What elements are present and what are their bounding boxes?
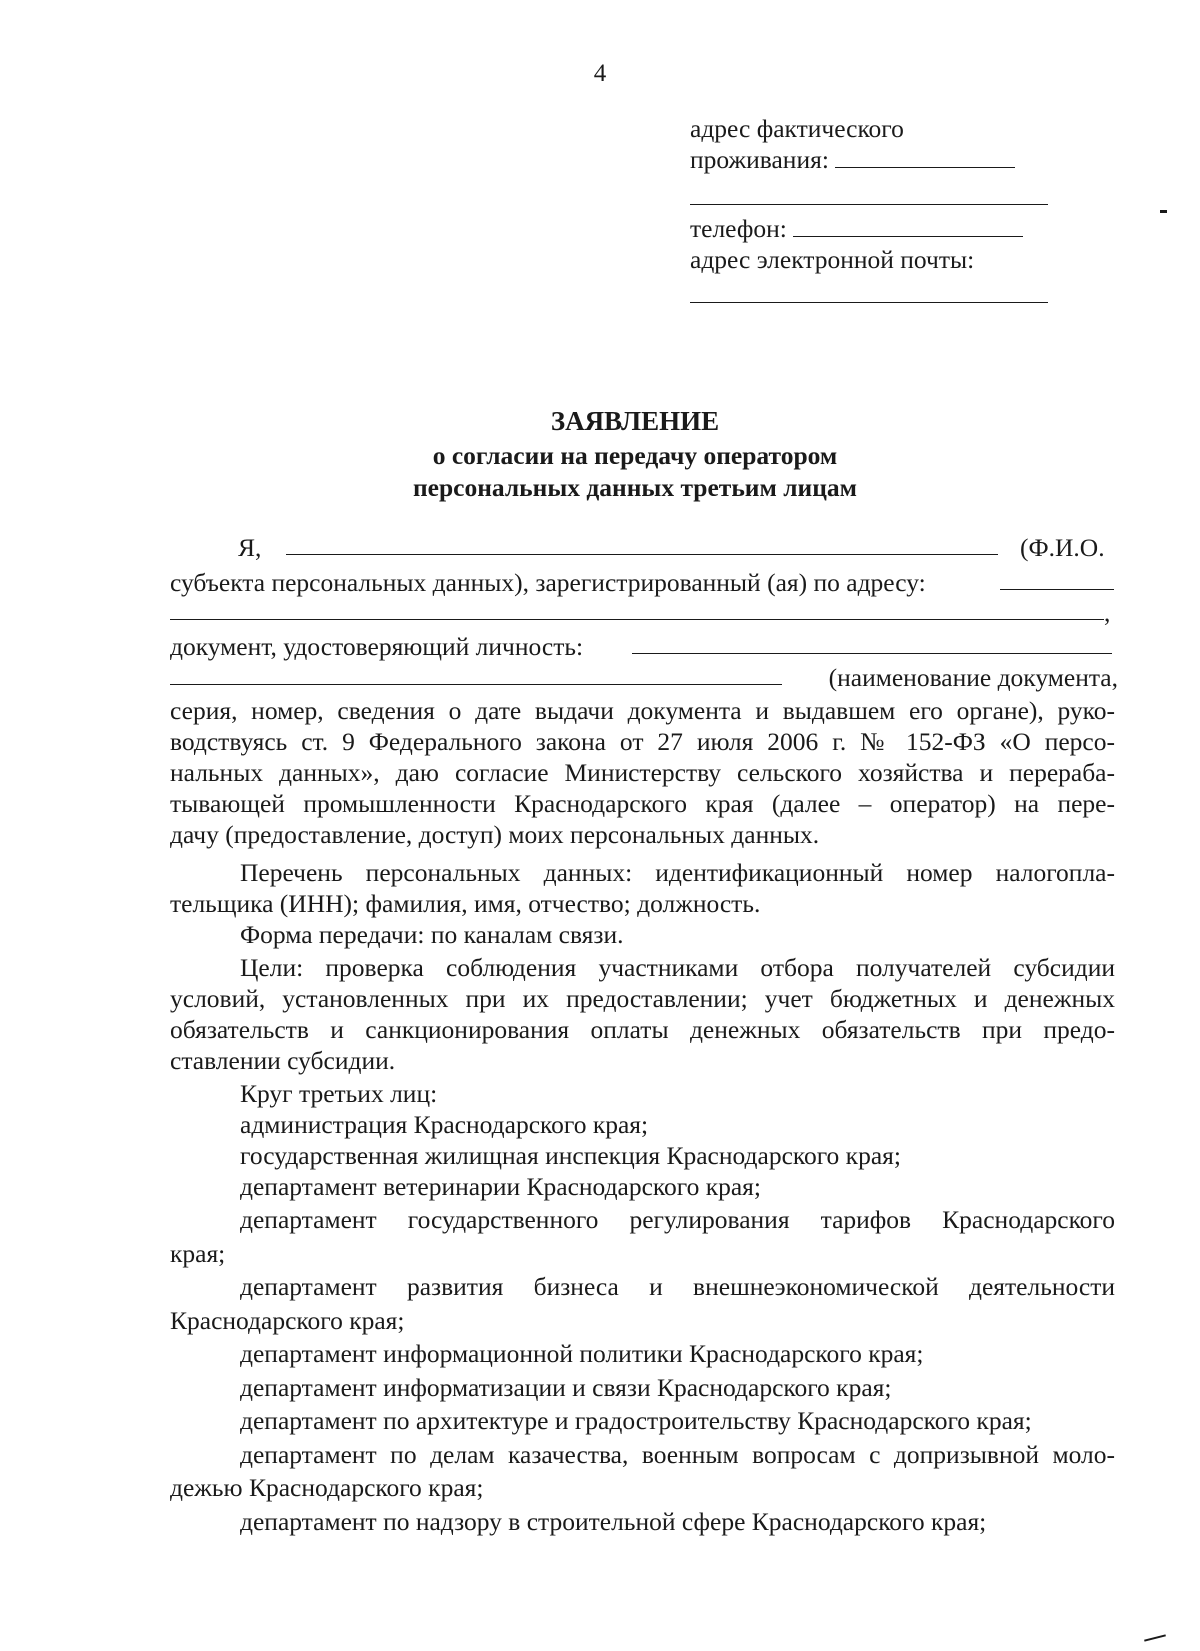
residence-label: проживания: bbox=[690, 145, 829, 174]
third-party-9a: департамент по делам казачества, военным вопросам с допризывной моло- bbox=[240, 1440, 1115, 1469]
third-parties-heading: Круг третьих лиц: bbox=[240, 1079, 438, 1108]
transfer-form-line: Форма передачи: по каналам связи. bbox=[240, 920, 624, 949]
third-party-9b: дежью Краснодарского края; bbox=[170, 1473, 484, 1502]
residence-blank bbox=[835, 147, 1015, 168]
third-party-3: департамент ветеринарии Краснодарского края; bbox=[240, 1172, 761, 1201]
third-party-4a: департамент государственного регулирования тарифов Краснодарского bbox=[240, 1205, 1115, 1234]
data-list-line-2: тельщика (ИНН); фамилия, имя, отчество; должность. bbox=[170, 889, 761, 918]
address-continuation-blank bbox=[170, 619, 1104, 620]
actual-address-label: адрес фактического bbox=[690, 114, 904, 143]
goals-line-2: условий, установленных при их предоставлении; учет бюджетных и денежных bbox=[170, 984, 1115, 1013]
actual-address-field bbox=[690, 144, 1050, 175]
third-party-1: администрация Краснодарского края; bbox=[240, 1110, 649, 1139]
third-party-5b: Краснодарского края; bbox=[170, 1306, 405, 1335]
fio-blank-line bbox=[286, 554, 998, 555]
phone-blank bbox=[793, 216, 1023, 237]
third-party-4b: края; bbox=[170, 1239, 226, 1268]
third-party-2: государственная жилищная инспекция Краснодарского края; bbox=[240, 1141, 901, 1170]
document-subtitle-1: о согласии на передачу оператором bbox=[432, 441, 838, 470]
fio-label: (Ф.И.О. bbox=[1020, 533, 1105, 562]
identity-document-blank bbox=[632, 653, 1112, 654]
subject-line: субъекта персональных данных), зарегистрированный (ая) по адресу: bbox=[170, 568, 926, 597]
body-line-4: тывающей промышленности Краснодарского края (далее – оператор) на пере- bbox=[170, 789, 1115, 818]
body-line-2: водствуясь ст. 9 Федерального закона от 27 июля 2006 г. № 152-ФЗ «О персо- bbox=[170, 727, 1115, 756]
body-line-1: серия, номер, сведения о дате выдачи документа и выдавшем его органе), руко- bbox=[170, 696, 1115, 725]
document-line: документ, удостоверяющий личность: bbox=[170, 632, 584, 661]
goals-line-4: ставлении субсидии. bbox=[170, 1046, 396, 1075]
comma-mark: , bbox=[1104, 598, 1111, 627]
page-number: 4 bbox=[593, 60, 607, 87]
email-blank-line bbox=[690, 302, 1048, 303]
third-party-7: департамент информатизации и связи Краснодарского края; bbox=[240, 1373, 892, 1402]
email-label: адрес электронной почты: bbox=[690, 245, 975, 274]
document-subtitle-2: персональных данных третьим лицам bbox=[412, 473, 858, 502]
ya-label: Я, bbox=[238, 533, 262, 562]
goals-line-3: обязательств и санкционирования оплаты денежных обязательств при предо- bbox=[170, 1015, 1115, 1044]
phone-label: телефон: bbox=[690, 214, 787, 243]
third-party-5a: департамент развития бизнеса и внешнеэкономической деятельности bbox=[240, 1272, 1115, 1301]
body-line-3: нальных данных», даю согласие Министерству сельского хозяйства и перераба- bbox=[170, 758, 1115, 787]
scan-speck-bottom bbox=[1144, 1634, 1166, 1641]
registered-address-blank bbox=[1000, 589, 1114, 590]
document-continuation-blank bbox=[170, 684, 782, 685]
document-name-hint: (наименование документа, bbox=[828, 663, 1118, 692]
third-party-10: департамент по надзору в строительной сфере Краснодарского края; bbox=[240, 1507, 987, 1536]
scan-speck-top bbox=[1160, 210, 1167, 213]
goals-line-1: Цели: проверка соблюдения участниками отбора получателей субсидии bbox=[240, 953, 1115, 982]
body-line-5: дачу (предоставление, доступ) моих персональных данных. bbox=[170, 820, 820, 849]
address-blank-line bbox=[690, 204, 1048, 205]
third-party-8: департамент по архитектуре и градостроительству Краснодарского края; bbox=[240, 1406, 1032, 1435]
phone-field bbox=[690, 213, 1050, 244]
third-party-6: департамент информационной политики Краснодарского края; bbox=[240, 1339, 924, 1368]
document-heading: ЗАЯВЛЕНИЕ bbox=[550, 406, 720, 436]
data-list-line-1: Перечень персональных данных: идентификационный номер налогопла- bbox=[240, 858, 1115, 887]
